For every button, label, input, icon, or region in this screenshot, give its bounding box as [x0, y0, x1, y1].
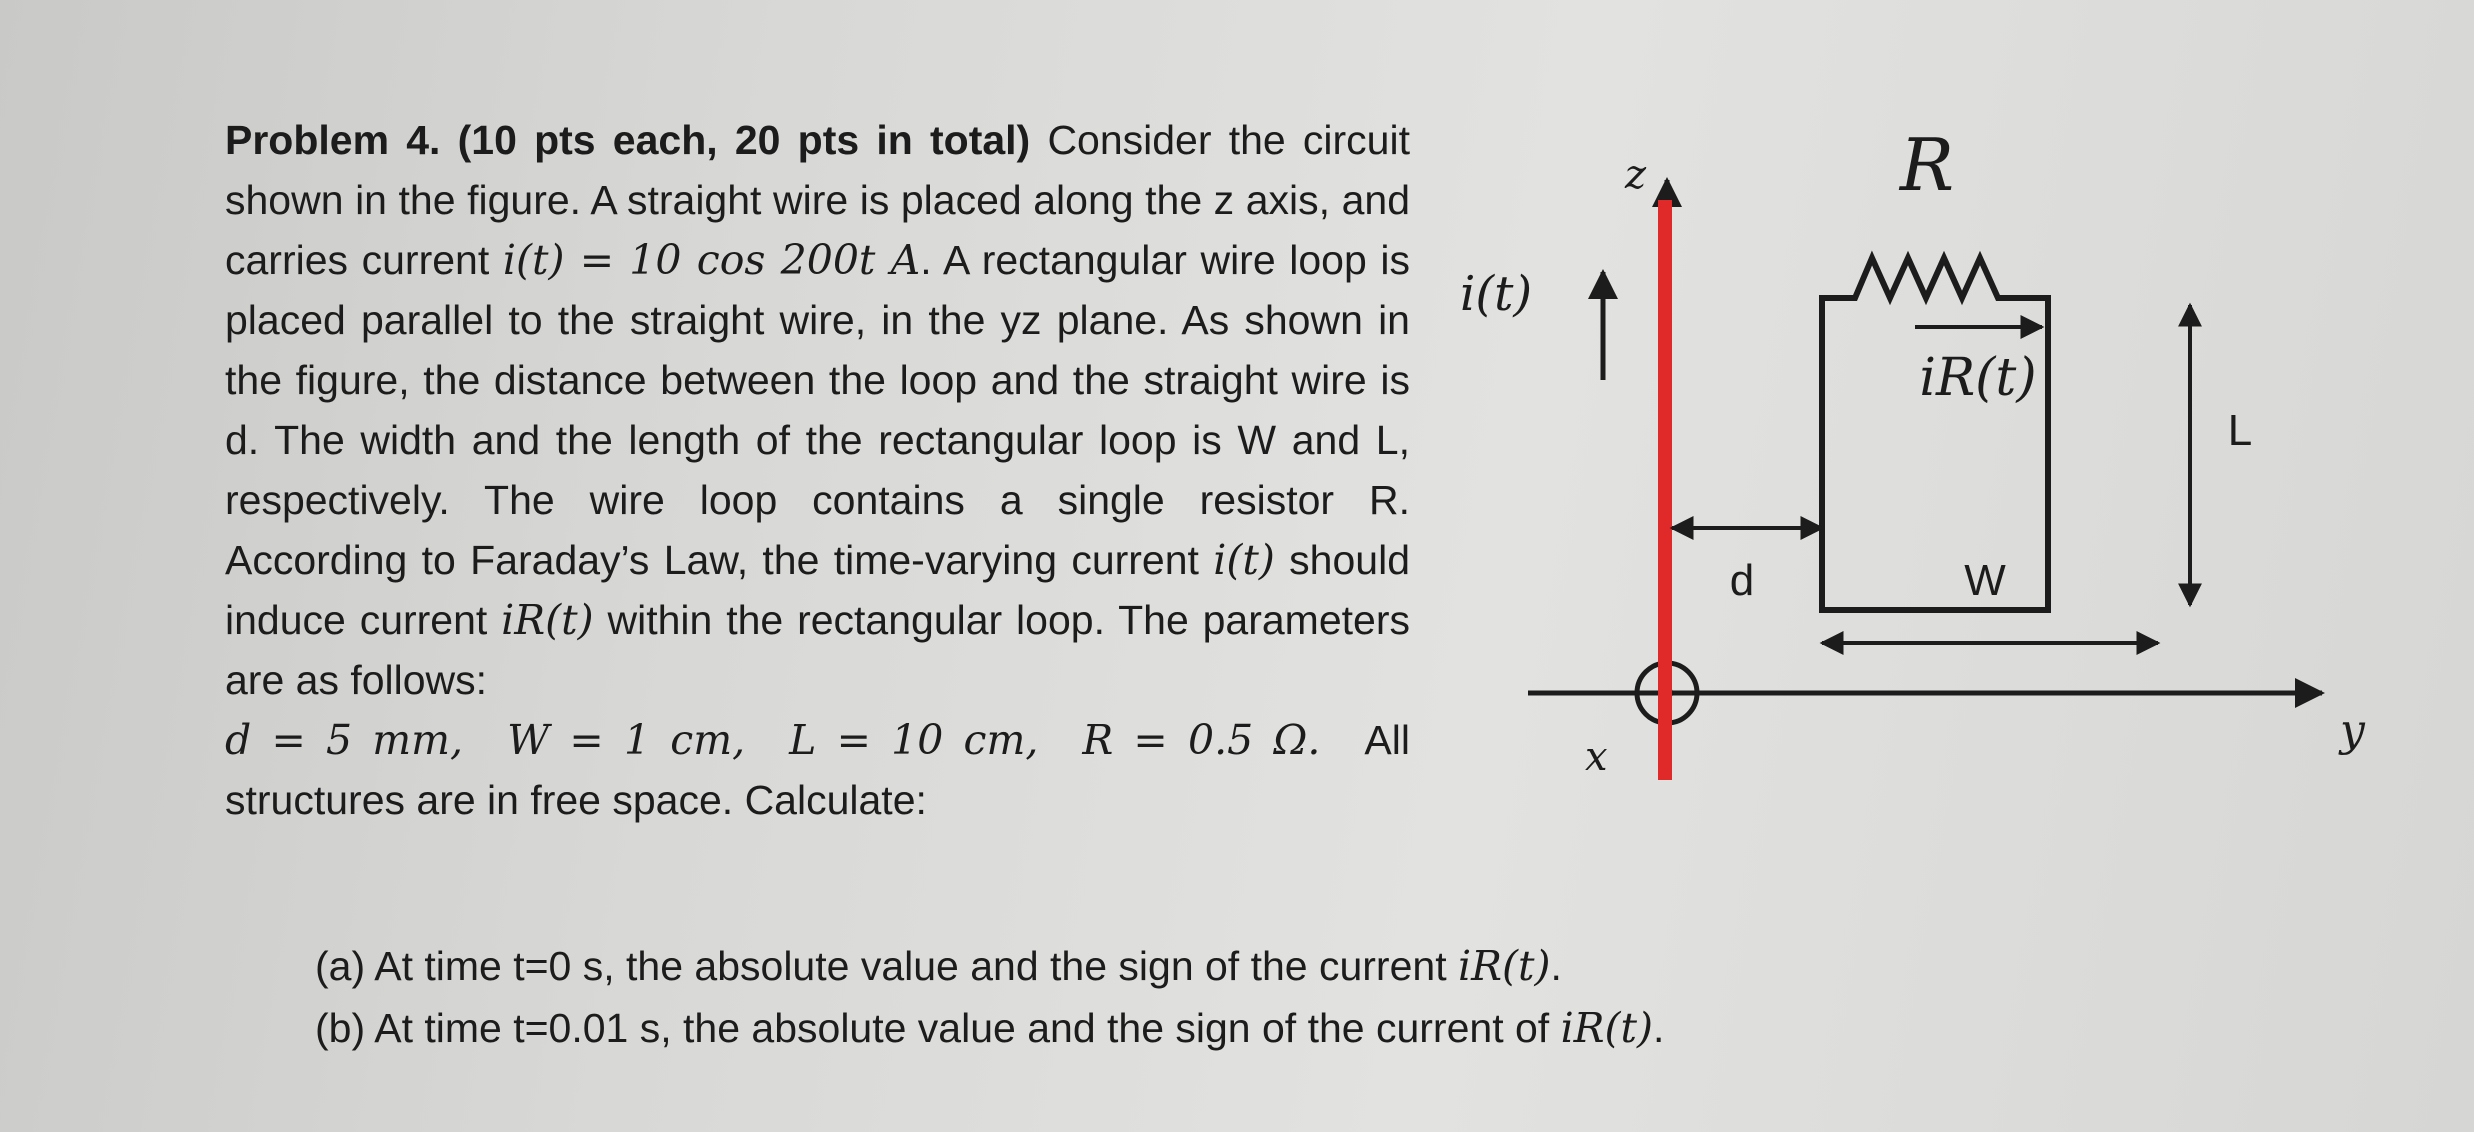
- param-w: W = 1 cm,: [507, 716, 746, 764]
- question-b-suffix: .: [1653, 1005, 1665, 1051]
- loop-current-label: iR(t): [1919, 348, 2037, 408]
- question-a-suffix: .: [1550, 943, 1562, 989]
- question-a-symbol: iR(t): [1457, 942, 1551, 990]
- param-r: R = 0.5 Ω.: [1082, 716, 1321, 764]
- y-axis-label: y: [2340, 705, 2365, 756]
- question-b-prefix: (b) At time t=0.01 s, the absolute value and the sign of the current of: [315, 1005, 1561, 1051]
- ir-symbol: iR(t): [501, 596, 594, 644]
- problem-title: Problem 4. (10 pts each, 20 pts in total): [225, 117, 1031, 163]
- it-symbol: i(t): [1213, 536, 1275, 584]
- resistor-label: R: [1899, 123, 1955, 207]
- problem-text-4: within the rectangular loop. The parameters are as follows:: [225, 597, 1410, 703]
- z-axis-label: z: [1625, 152, 1647, 198]
- d-dimension-label: d: [1729, 556, 1755, 605]
- problem-text-2: . A rectangular wire loop is placed parallel to the straight wire, in the yz plane. As shown in the figure, the distance between the loop and the straight wire is d. The width and the length of the rectangular loop is W and L, respectively. The wire loop contains a single resistor R. According to Faraday’s Law, the time-varying current: [225, 237, 1410, 583]
- current-expression: i(t) = 10 cos 200t A: [502, 236, 921, 284]
- problem-text-3: should induce current: [225, 537, 1410, 643]
- question-a-prefix: (a) At time t=0 s, the absolute value and the sign of the current: [315, 943, 1458, 989]
- param-d: d = 5 mm,: [225, 716, 464, 764]
- rectangular-loop: [1822, 258, 2048, 610]
- problem-text-5: All structures are in free space. Calculate:: [225, 717, 1410, 823]
- w-dimension-label: W: [1964, 556, 2006, 605]
- l-dimension-label: L: [2227, 406, 2253, 455]
- question-b-symbol: iR(t): [1560, 1004, 1654, 1052]
- param-l: L = 10 cm,: [789, 716, 1039, 764]
- straight-wire: [1658, 200, 1672, 780]
- source-current-label: i(t): [1460, 266, 1533, 322]
- problem-text-1: Consider the circuit shown in the figure. A straight wire is placed along the z axis, and carries current: [225, 117, 1410, 283]
- x-axis-label: x: [1585, 734, 1608, 780]
